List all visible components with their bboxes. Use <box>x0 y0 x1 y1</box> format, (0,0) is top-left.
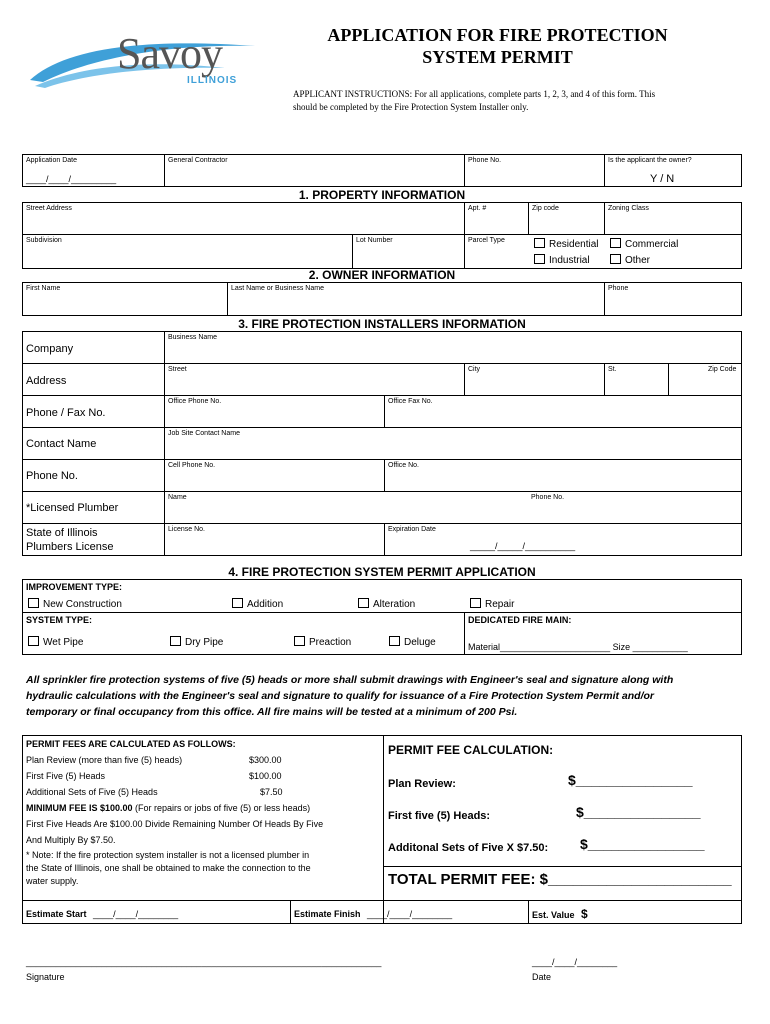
minimum-fee-bold: MINIMUM FEE IS $100.00 <box>26 803 133 813</box>
plumber-note <box>26 849 311 888</box>
installer-zip-field[interactable]: Zip Code <box>708 366 737 373</box>
signature-date-label: Date <box>532 972 552 982</box>
subdivision-field[interactable]: Subdivision <box>26 237 62 244</box>
lot-number-field[interactable]: Lot Number <box>356 237 393 244</box>
industrial-checkbox[interactable] <box>534 254 590 266</box>
note-line-2: the State of Illinois, one shall be obtained to make the connection to the <box>26 863 311 873</box>
improvement-type-label: IMPROVEMENT TYPE: <box>26 582 123 592</box>
phone-fax-label: Phone / Fax No. <box>26 407 106 419</box>
plumber-phone-field[interactable]: Phone No. <box>531 494 565 501</box>
office-no-field[interactable]: Office No. <box>388 462 419 469</box>
plumber-name-field[interactable]: Name <box>168 494 187 501</box>
fee-rule-line-b: And Multiply By $7.50. <box>26 835 116 845</box>
additional-sets-fee-amount: $7.50 <box>260 787 283 797</box>
title-line-2: SYSTEM PERMIT <box>422 47 573 67</box>
owner-info-box <box>22 282 742 316</box>
office-phone-field[interactable]: Office Phone No. <box>168 398 222 405</box>
repair-label: Repair <box>485 599 515 610</box>
instructions-line-1: APPLICANT INSTRUCTIONS: For all applications, complete parts 1, 2, 3, and 4 of this form. This <box>293 89 656 99</box>
signature-line[interactable]: _______________________________________________________________________ <box>26 957 382 967</box>
calc-additional-field[interactable]: $_______________ <box>580 836 705 852</box>
est-value-text: Est. Value <box>532 910 575 920</box>
estimate-finish-text: Estimate Finish <box>294 909 361 919</box>
fee-calculation-heading: PERMIT FEE CALCULATION: <box>388 743 554 757</box>
estimate-start-text: Estimate Start <box>26 909 87 919</box>
calc-plan-review-field[interactable]: $_______________ <box>568 772 693 788</box>
wet-pipe-checkbox[interactable] <box>28 636 83 648</box>
commercial-label: Commercial <box>625 239 679 250</box>
additional-sets-fee-label: Additional Sets of Five (5) Heads <box>26 787 158 797</box>
new-construction-label: New Construction <box>43 599 122 610</box>
street-address-field[interactable]: Street Address <box>26 205 72 212</box>
state-license-line-1: State of Illinois <box>26 527 98 539</box>
state-license-line-2: Plumbers License <box>26 541 114 553</box>
residential-label: Residential <box>549 239 599 250</box>
signature-label: Signature <box>26 972 65 982</box>
application-date-field[interactable]: ____/____/_________ <box>26 174 117 184</box>
instructions-line-2: should be completed by the Fire Protection System Installer only. <box>293 102 529 112</box>
license-no-field[interactable]: License No. <box>168 526 205 533</box>
signature-date-field[interactable]: ____/____/________ <box>532 957 618 967</box>
alteration-label: Alteration <box>373 599 416 610</box>
zoning-class-field[interactable]: Zoning Class <box>608 205 649 212</box>
business-name-field[interactable]: Business Name <box>168 334 218 341</box>
phone-no-field[interactable]: Phone No. <box>468 157 502 164</box>
installer-state-field[interactable]: St. <box>608 366 617 373</box>
state-license-label <box>26 526 113 554</box>
repair-checkbox[interactable] <box>470 598 514 610</box>
calc-plan-review-label: Plan Review: <box>388 778 456 790</box>
calc-additional-label: Additonal Sets of Five X $7.50: <box>388 842 549 854</box>
dry-pipe-checkbox[interactable] <box>170 636 223 648</box>
fee-rule-line-a: First Five Heads Are $100.00 Divide Remaining Number Of Heads By Five <box>26 819 324 829</box>
section-3-title: 3. FIRE PROTECTION INSTALLERS INFORMATION <box>238 317 526 331</box>
notice-line-2: hydraulic calculations with the Engineer's seal and signature to qualify for issuance of a Fire Protection System Permit and/or <box>26 690 654 702</box>
note-line-1: * Note: If the fire protection system installer is not a licensed plumber in <box>26 850 310 860</box>
commercial-checkbox[interactable] <box>610 238 678 250</box>
first-five-fee-amount: $100.00 <box>249 771 282 781</box>
savoy-logo <box>25 28 265 98</box>
notice-line-3: temporary or final occupancy from this office. All fire mains will be tested at a minimum of 200 Psi. <box>26 706 518 718</box>
job-site-contact-field[interactable]: Job Site Contact Name <box>168 430 240 437</box>
plan-review-fee-label: Plan Review (more than five (5) heads) <box>26 755 183 765</box>
plan-review-fee-amount: $300.00 <box>249 755 282 765</box>
deluge-checkbox[interactable] <box>389 636 436 648</box>
preaction-label: Preaction <box>309 637 352 648</box>
instructions <box>293 88 655 114</box>
address-label: Address <box>26 375 67 387</box>
calc-first-five-label: First five (5) Heads: <box>388 810 491 822</box>
section-4-title: 4. FIRE PROTECTION SYSTEM PERMIT APPLICATION <box>228 565 536 579</box>
office-fax-field[interactable]: Office Fax No. <box>388 398 433 405</box>
cell-phone-field[interactable]: Cell Phone No. <box>168 462 216 469</box>
estimate-start-label <box>26 909 178 919</box>
apt-field[interactable]: Apt. # <box>468 205 487 212</box>
last-name-field[interactable]: Last Name or Business Name <box>231 285 324 292</box>
est-value-label <box>532 907 588 921</box>
calc-first-five-field[interactable]: $_______________ <box>576 804 701 820</box>
fees-heading: PERMIT FEES ARE CALCULATED AS FOLLOWS: <box>26 739 236 749</box>
zip-code-field[interactable]: Zip code <box>532 205 559 212</box>
estimate-start-field[interactable]: ____/____/________ <box>93 909 179 919</box>
material-size-field[interactable]: Material______________________ Size ___________ <box>468 642 688 652</box>
contact-name-label: Contact Name <box>26 438 97 450</box>
industrial-label: Industrial <box>549 255 590 266</box>
section-1-title: 1. PROPERTY INFORMATION <box>298 188 466 202</box>
new-construction-checkbox[interactable] <box>28 598 122 610</box>
deluge-label: Deluge <box>404 637 436 648</box>
company-label: Company <box>26 343 74 355</box>
general-contractor-field[interactable]: General Contractor <box>168 157 228 164</box>
wet-pipe-label: Wet Pipe <box>43 637 84 648</box>
preaction-checkbox[interactable] <box>294 636 351 648</box>
sprinkler-notice <box>26 672 742 720</box>
minimum-fee-line <box>26 803 310 813</box>
expiration-date-field[interactable]: _____/_____/__________ <box>470 541 576 551</box>
licensed-plumber-label: *Licensed Plumber <box>26 502 119 514</box>
dedicated-fire-main-label: DEDICATED FIRE MAIN: <box>468 615 572 625</box>
minimum-fee-rest: (For repairs or jobs of five (5) or less heads) <box>132 803 311 813</box>
total-permit-fee[interactable]: TOTAL PERMIT FEE: $______________________ <box>388 871 732 888</box>
addition-label: Addition <box>247 599 284 610</box>
logo-wordmark: Savoy <box>117 29 222 78</box>
residential-checkbox[interactable] <box>534 238 598 250</box>
phone-no-label: Phone No. <box>26 470 78 482</box>
first-name-field[interactable]: First Name <box>26 285 61 292</box>
application-date-label: Application Date <box>26 157 77 164</box>
dry-pipe-label: Dry Pipe <box>185 637 224 648</box>
addition-checkbox[interactable] <box>232 598 283 610</box>
expiration-date-label: Expiration Date <box>388 526 436 533</box>
note-line-3: water supply. <box>26 876 79 886</box>
first-five-fee-label: First Five (5) Heads <box>26 771 106 781</box>
parcel-type-label: Parcel Type <box>468 237 505 244</box>
estimate-finish-label <box>294 909 452 919</box>
owner-question-label: Is the applicant the owner? <box>608 157 692 164</box>
logo-subtext: ILLINOIS <box>187 75 238 86</box>
form-title <box>290 24 705 68</box>
section-2-title: 2. OWNER INFORMATION <box>308 268 456 282</box>
other-label: Other <box>625 255 651 266</box>
other-checkbox[interactable] <box>610 254 650 266</box>
notice-line-1: All sprinkler fire protection systems of five (5) heads or more shall submit drawings with Engineer's seal and signature along with <box>26 674 674 686</box>
est-value-field[interactable]: $ <box>581 907 588 921</box>
alteration-checkbox[interactable] <box>358 598 415 610</box>
title-line-1: APPLICATION FOR FIRE PROTECTION <box>327 25 668 45</box>
installer-city-field[interactable]: City <box>468 366 481 373</box>
owner-yes-no[interactable]: Y / N <box>650 173 675 185</box>
owner-phone-field[interactable]: Phone <box>608 285 629 292</box>
estimate-finish-field[interactable]: ____/____/________ <box>367 909 453 919</box>
system-type-label: SYSTEM TYPE: <box>26 615 93 625</box>
installer-street-field[interactable]: Street <box>168 366 187 373</box>
